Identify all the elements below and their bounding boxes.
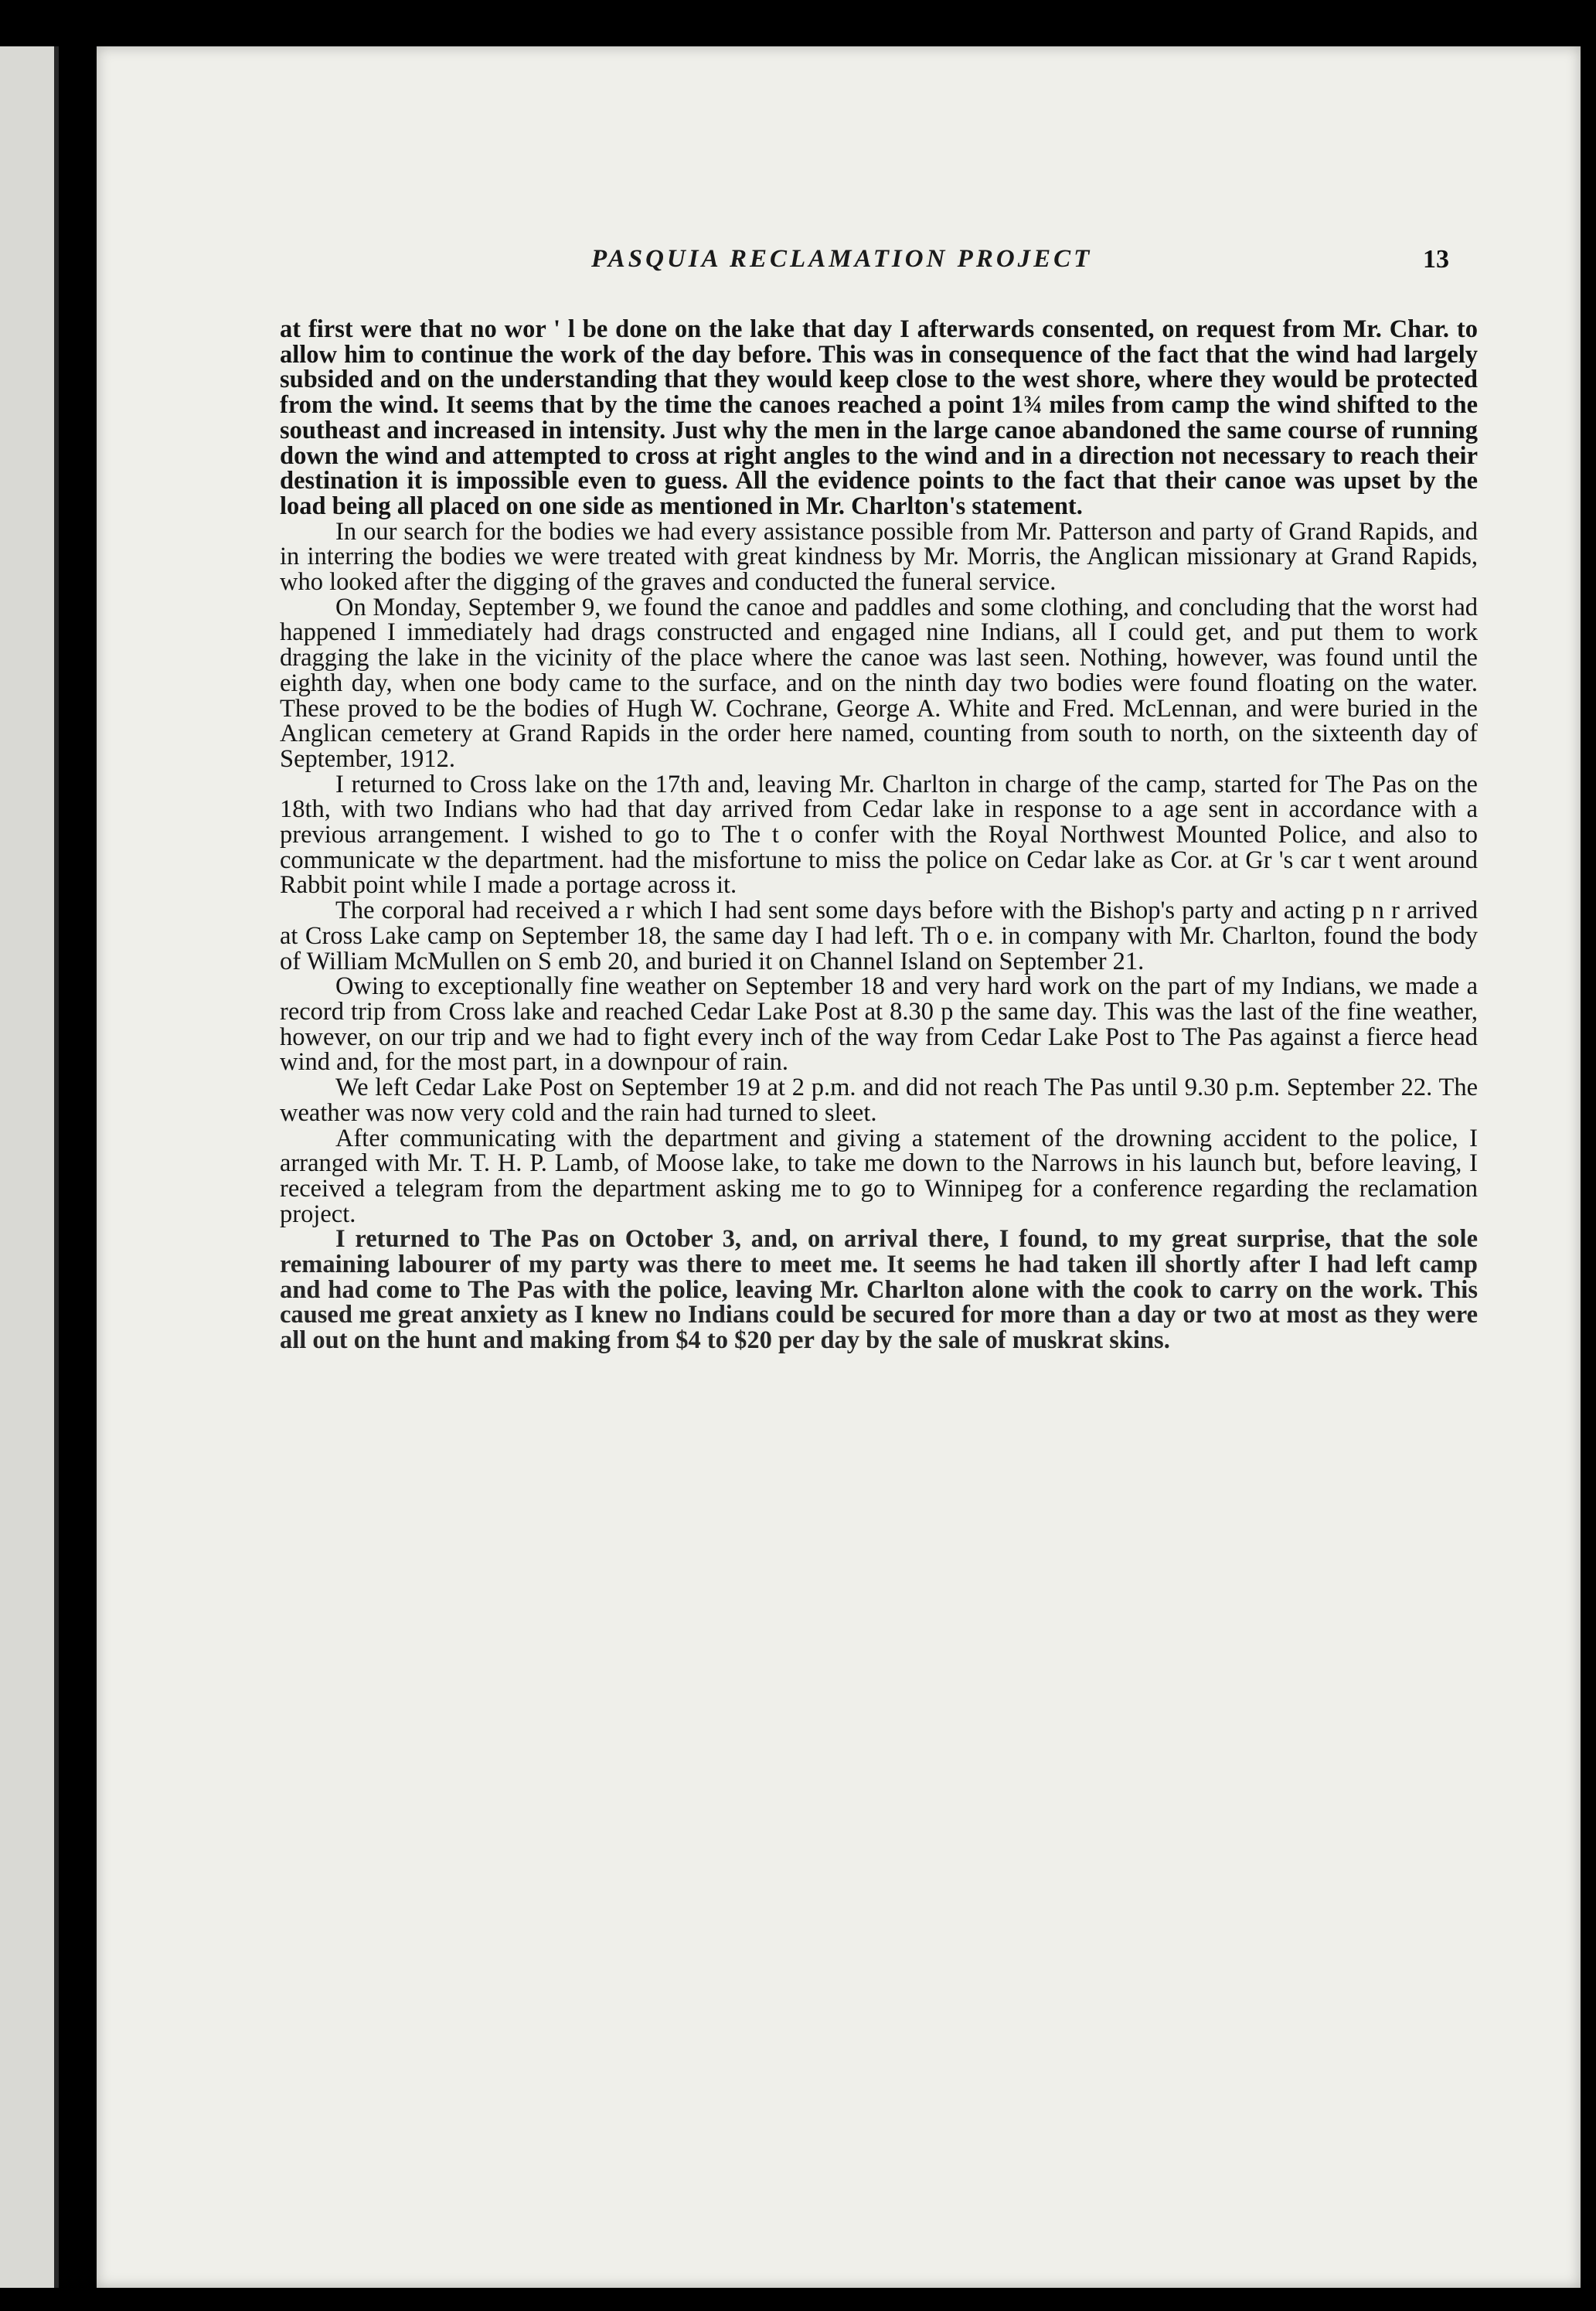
- paragraph-3: On Monday, September 9, we found the canoe and paddles and some clothing, and concluding that the worst had happened I immediately had drags constructed and engaged nine Indians, all I could get, and put them to work dragging the lake in the vicinity of the place where the canoe was last seen. Nothing, however, was found until the eighth day, when one body came to the surface, and on the ninth day two bodies were found floating on the water. These proved to be the bodies of Hugh W. Cochrane, George A. White and Fred. McLennan, and were buried in the Anglican cemetery at Grand Rapids in the order here named, counting from south to north, on the sixteenth day of September, 1912.: [280, 593, 1478, 773]
- adjacent-page-edge: [0, 46, 59, 2288]
- page-header: [97, 245, 1581, 284]
- page-number: 13: [1423, 245, 1449, 274]
- running-title: PASQUIA RECLAMATION PROJECT: [591, 245, 1093, 273]
- document-page: [97, 46, 1581, 2288]
- paragraph-4: I returned to Cross lake on the 17th and, leaving Mr. Charlton in charge of the camp, started for The Pas on the 18th, with two Indians who had that day arrived from Cedar lake in response to a age sent in accordance with a previous arrangement. I wished to go to The t o confer with the Royal Northwest Mounted Police, and also to communicate w the department. had the misfortune to miss the police on Cedar lake as Cor. at Gr 's car t went around Rabbit point while I made a portage across it.: [280, 770, 1478, 900]
- paragraph-8: After communicating with the department and giving a statement of the drowning accident to the police, I arranged with Mr. T. H. P. Lamb, of Moose lake, to take me down to the Narrows in his launch but, before leaving, I received a telegram from the department asking me to go to Winnipeg for a conference regarding the reclamation project.: [280, 1124, 1478, 1228]
- body-text: [280, 317, 1478, 1353]
- paragraph-7: We left Cedar Lake Post on September 19 at 2 p.m. and did not reach The Pas until 9.30 p.m. September 22. The weather was now very cold and the rain had turned to sleet.: [280, 1074, 1478, 1127]
- paragraph-5: The corporal had received a r which I had sent some days before with the Bishop's party and acting p n r arrived at Cross Lake camp on September 18, the same day I had left. Th o e. in company with Mr. Charlton, found the body of William McMullen on S emb 20, and buried it on Channel Island on September 21.: [280, 897, 1478, 975]
- paragraph-9: I returned to The Pas on October 3, and, on arrival there, I found, to my great surprise, that the sole remaining labourer of my party was there to meet me. It seems he had taken ill shortly after I had left camp and had come to The Pas with the police, leaving Mr. Charlton alone with the cook to carry on the work. This caused me great anxiety as I knew no Indians could be secured for more than a day or two at most as they were all out on the hunt and making from $4 to $20 per day by the sale of muskrat skins.: [280, 1225, 1478, 1355]
- paragraph-2: In our search for the bodies we had every assistance possible from Mr. Patterson and party of Grand Rapids, and in interring the bodies we were treated with great kindness by Mr. Morris, the Anglican missionary at Grand Rapids, who looked after the digging of the graves and conducted the funeral service.: [280, 517, 1478, 597]
- paragraph-6: Owing to exceptionally fine weather on September 18 and very hard work on the part of my Indians, we made a record trip from Cross lake and reached Cedar Lake Post at 8.30 p the same day. This was the last of the fine weather, however, on our trip and we had to fight every inch of the way from Cedar Lake Post to The Pas against a fierce head wind and, for the most part, in a downpour of rain.: [280, 972, 1478, 1077]
- paragraph-1: at first were that no wor ' l be done on the lake that day I afterwards consented, on request from Mr. Char. to allow him to continue the work of the day before. This was in consequence of the fact that the wind had largely subsided and on the understanding that they would keep close to the west shore, where they would be protected from the wind. It seems that by the time the canoes reached a point 1¾ miles from camp the wind shifted to the southeast and increased in intensity. Just why the men in the large canoe abandoned the same course of running down the wind and attempted to cross at right angles to the wind and in a direction not necessary to reach their destination it is impossible even to guess. All the evidence points to the fact that their canoe was upset by the load being all placed on one side as mentioned in Mr. Charlton's statement.: [280, 315, 1478, 520]
